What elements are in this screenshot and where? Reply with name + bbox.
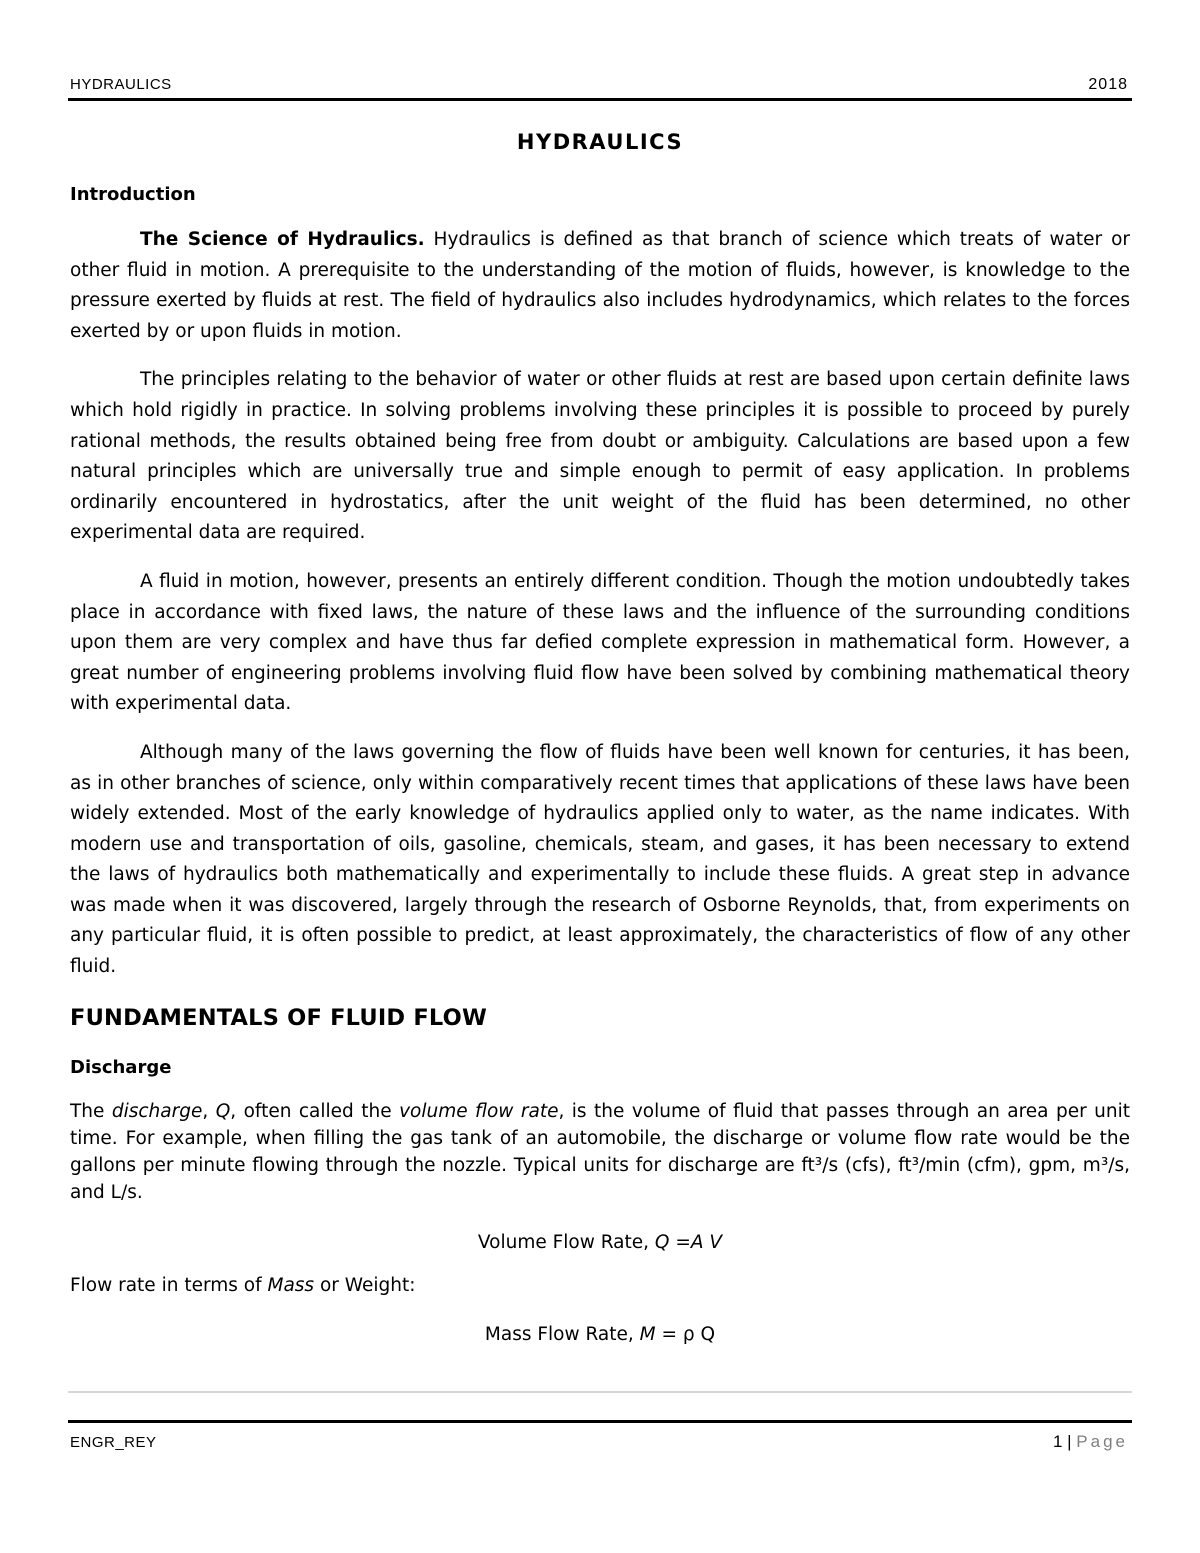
discharge-heading: Discharge [70, 1056, 172, 1078]
running-header-title: HYDRAULICS [70, 76, 172, 93]
equation-rhs: A V [690, 1231, 723, 1253]
header-rule [68, 98, 1132, 101]
equation-lhs: M [639, 1323, 656, 1345]
text-run: Flow rate in terms of [70, 1274, 268, 1296]
paragraph-laws-of-flow: Although many of the laws governing the flow of fluids have been well known for centuries, it has been, as in other branches of science, only within comparatively recent times that applications of these laws have been widely extended. Most of the early knowledge of hydraulics applied only to water, as the name indicates. With modern use and transportation of oils, gasoline, chemicals, steam, and gases, it has been necessary to extend the laws of hydraulics both mathematically and experimentally to include these fluids. A great step in advance was made when it was discovered, largely through the research of Osborne Reynolds, that, from experiments on any particular fluid, it is often possible to predict, at least approximately, the characteristics of flow of any other fluid. [70, 741, 1130, 978]
footer-author: ENGR_REY [70, 1434, 157, 1451]
document-title: HYDRAULICS [516, 130, 684, 154]
equation-equals: = [669, 1231, 691, 1253]
equation-label: Mass Flow Rate, [484, 1323, 640, 1345]
footer-page-number [1053, 1432, 1128, 1452]
page-body [70, 130, 1130, 1367]
page-separator: | [1062, 1432, 1077, 1451]
symbol-q: Q [215, 1100, 231, 1122]
text-run: , often called the [230, 1100, 400, 1122]
section-heading: FUNDAMENTALS OF FLUID FLOW [70, 1004, 487, 1031]
text-run: , is the volume of fluid that passes through an area per unit time. For example, when filling the gas tank of an automobile, the discharge or volume flow rate would be the gallons per minute flowing through the nozzle. Typical units for discharge are ft³/s (cfs), ft³/min (cfm), gpm, m³/s, and L/s. [70, 1100, 1130, 1203]
content-bottom-rule [68, 1391, 1132, 1393]
paragraph-lead: The Science of Hydraulics. [140, 229, 425, 250]
paragraph-science-of-hydraulics [70, 225, 1130, 347]
term-discharge: discharge [111, 1100, 203, 1122]
term-volume-flow-rate: volume flow rate [399, 1100, 559, 1122]
footer-rule [68, 1420, 1132, 1423]
mass-flow-intro [70, 1275, 1130, 1296]
text-run: The [70, 1100, 112, 1122]
paragraph-text: Hydraulics is defined as that branch of science which treats of water or other fluid in motion. A prerequisite to the understanding of the motion of fluids, however, is knowledge to the pressure exerted by fluids at rest. The field of hydraulics also includes hydrodynamics, which relates to the forces exerted by or upon fluids in motion. [70, 229, 1130, 342]
text-run: , [202, 1100, 216, 1122]
introduction-heading: Introduction [70, 184, 196, 205]
paragraph-discharge [70, 1098, 1130, 1206]
equation-rhs: = ρ Q [655, 1323, 716, 1345]
equation-mass-flow-rate [70, 1324, 1130, 1345]
page-word: Page [1076, 1432, 1128, 1451]
paragraph-fluids-at-rest: The principles relating to the behavior of water or other fluids at rest are based upon certain definite laws which hold rigidly in practice. In solving problems involving these principles it is possible to proceed by purely rational methods, the results obtained being free from doubt or ambiguity. Calculations are based upon a few natural principles which are universally true and simple enough to permit of easy application. In problems ordinarily encountered in hydrostatics, after the unit weight of the fluid has been determined, no other experimental data are required. [70, 369, 1130, 544]
equation-lhs: Q [654, 1231, 670, 1253]
equation-label: Volume Flow Rate, [477, 1231, 655, 1253]
paragraph-fluid-in-motion: A fluid in motion, however, presents an entirely different condition. Though the motion undoubtedly takes place in accordance with fixed laws, the nature of these laws and the influence of the surrounding conditions upon them are very complex and have thus far defied complete expression in mathematical form. However, a great number of engineering problems involving fluid flow have been solved by combining mathematical theory with experimental data. [70, 570, 1130, 715]
equation-volume-flow-rate [70, 1232, 1130, 1253]
term-mass: Mass [267, 1274, 315, 1296]
text-run: or Weight: [314, 1274, 416, 1296]
running-header-year: 2018 [1088, 76, 1128, 93]
page-number: 1 [1052, 1432, 1063, 1451]
